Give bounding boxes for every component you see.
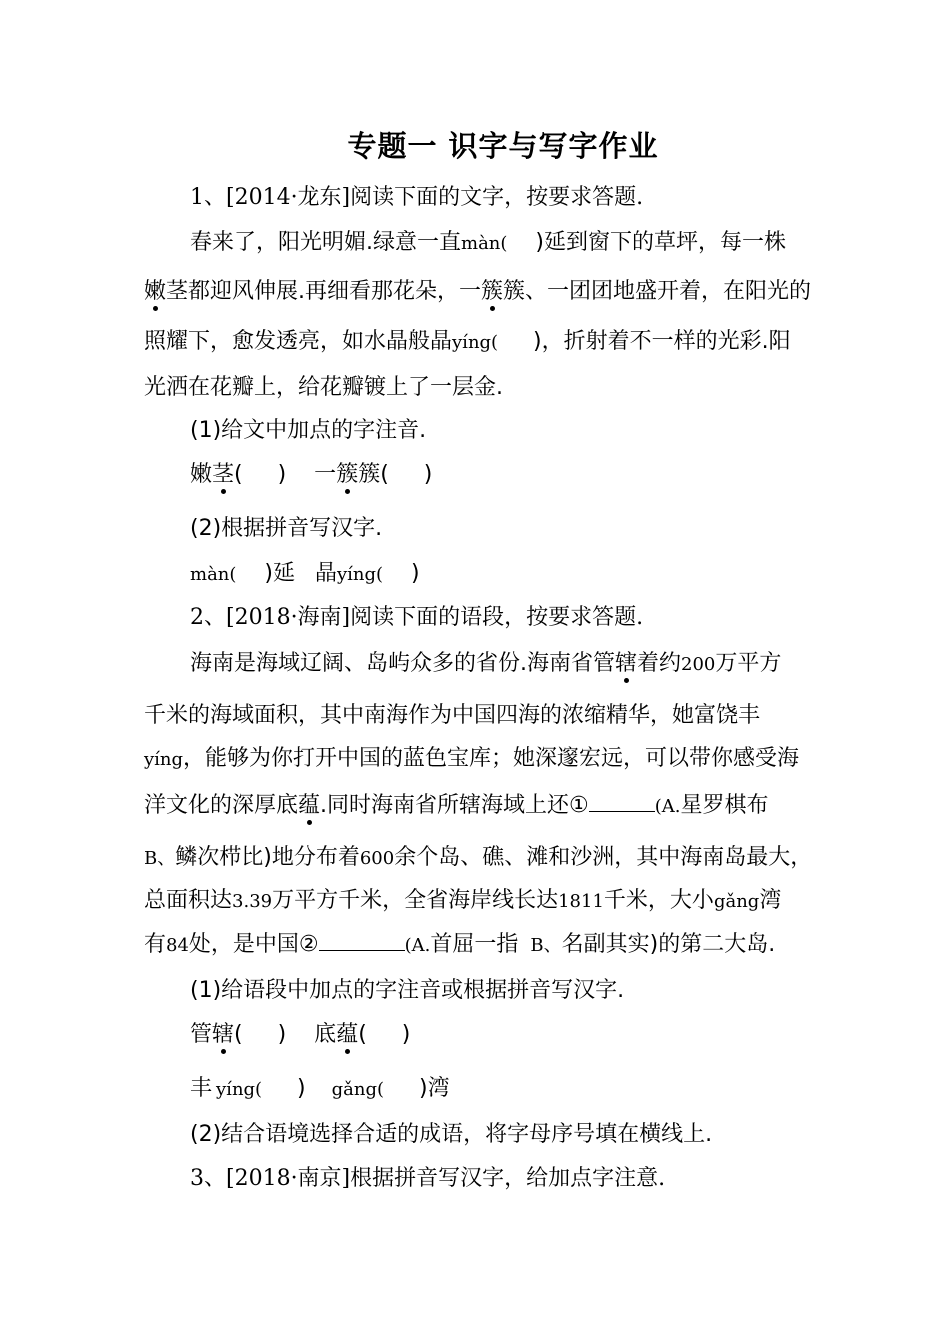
dotted-char: 嫩 <box>144 279 167 304</box>
q1-sub1-answers: 嫩茎( ) 一簇簇( ) <box>190 462 433 487</box>
q2-passage-line-7: 有84处，是中国② (A.首屈一指 B、名副其实)的第二大岛. <box>144 932 776 957</box>
answer-blank-2[interactable] <box>319 930 405 951</box>
q2-sub1: (1)给语段中加点的字注音或根据拼音写汉字. <box>190 978 625 1003</box>
q2-passage-line-2: 千米的海域面积，其中南海作为中国四海的浓缩精华，她富饶丰 <box>144 703 761 728</box>
q1-stem: 1、[2014·龙东]阅读下面的文字，按要求答题. <box>190 185 644 210</box>
q2-sub1-answers-a: 管辖( ) 底蕴( ) <box>190 1022 411 1047</box>
q1-passage-line-1: 春来了，阳光明媚.绿意一直màn( )延到窗下的草坪，每一株 <box>190 230 786 255</box>
q2-passage-line-3: yíng，能够为你打开中国的蓝色宝库；她深邃宏远，可以带你感受海 <box>144 746 800 771</box>
dotted-char: 簇 <box>481 279 504 304</box>
dotted-char: 蕴 <box>298 793 321 818</box>
q1-passage-line-2: 嫩茎都迎风伸展.再细看那花朵，一簇簇、一团团地盛开着，在阳光的 <box>144 279 812 304</box>
dotted-char: 蕴 <box>336 1022 359 1047</box>
q1-passage-line-3: 照耀下，愈发透亮，如水晶般晶yíng( )，折射着不一样的光彩.阳 <box>144 329 791 354</box>
dotted-char: 辖 <box>615 651 638 676</box>
q3-stem: 3、[2018·南京]根据拼音写汉字，给加点字注意. <box>190 1166 666 1191</box>
answer-blank-1[interactable] <box>589 791 655 812</box>
q1-passage-line-4: 光洒在花瓣上，给花瓣镀上了一层金. <box>144 375 503 400</box>
dotted-char: 簇 <box>336 462 359 487</box>
q2-passage-line-4: 洋文化的深厚底蕴.同时海南省所辖海域上还① (A.星罗棋布 <box>144 793 769 818</box>
page-title: 专题一 识字与写字作业 <box>347 129 659 163</box>
q2-stem: 2、[2018·海南]阅读下面的语段，按要求答题. <box>190 605 644 630</box>
q1-sub2: (2)根据拼音写汉字. <box>190 516 383 541</box>
q2-passage-line-5: B、鳞次栉比)地分布着600余个岛、礁、滩和沙洲，其中海南岛最大， <box>144 845 813 870</box>
q2-sub1-answers-b: 丰 yíng( ) gǎng( )湾 <box>190 1076 450 1101</box>
dotted-char: 茎 <box>212 462 235 487</box>
q1-sub1: (1)给文中加点的字注音. <box>190 418 427 443</box>
dotted-char: 辖 <box>212 1022 235 1047</box>
q2-passage-line-1: 海南是海域辽阔、岛屿众多的省份.海南省管辖着约200万平方 <box>190 651 782 676</box>
q2-sub2: (2)结合语境选择合适的成语，将字母序号填在横线上. <box>190 1122 713 1147</box>
q1-sub2-answers: màn( )延 晶yíng( ) <box>190 561 420 586</box>
q2-passage-line-6: 总面积达3.39万平方千米，全省海岸线长达1811千米，大小gǎng湾 <box>144 888 782 913</box>
